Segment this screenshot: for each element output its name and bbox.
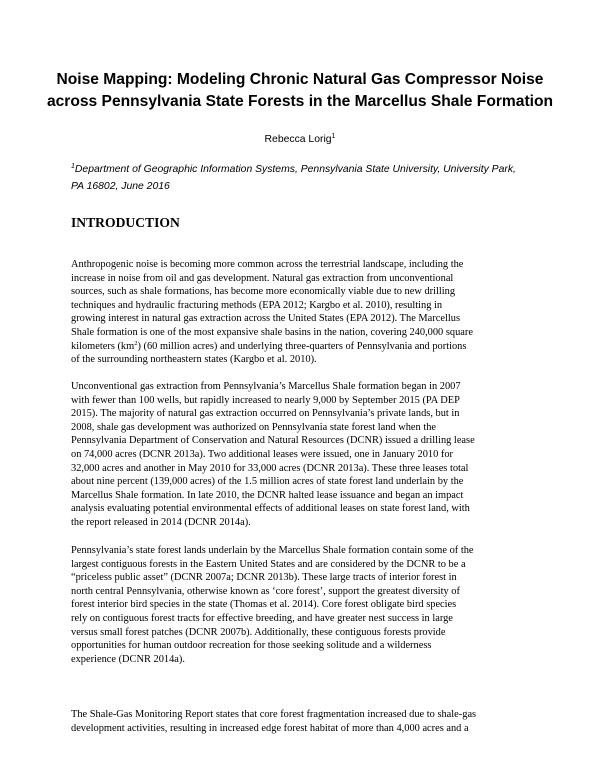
text-line: growing interest in natural gas extraction across the United States (EPA 2012). The Marcellus [71,313,460,325]
paragraph [71,380,541,530]
text-line: largest contiguous forests in the Eastern United States and are considered by the DCNR to be a [71,558,466,570]
text-line: on 74,000 acres (DCNR 2013a). Two additional leases were issued, one in January 2010 for [71,448,454,460]
text-fragment: ) (60 million acres) and underlying three-quarters of Pennsylvania and portions [137,340,467,352]
text-line: about nine percent (139,000 acres) of the 1.5 million acres of state forest land underlain by the [71,476,464,488]
text-line: increase in noise from oil and gas development. Natural gas extraction from unconventional [71,272,454,284]
text-line: experience (DCNR 2014a). [71,653,185,665]
affiliation-text: Department of Geographic Information Systems, Pennsylvania State University, University Park, [74,164,516,175]
text-line: with fewer than 100 wells, but rapidly increased to nearly 9,000 by September 2015 (PA DEP [71,394,460,406]
text-line: forest interior bird species in the state (Thomas et al. 2014). Core forest obligate bird species [71,599,457,611]
text-line: analysis evaluating potential environmental effects of additional leases on state forest land, with [71,503,470,515]
text-line: Pennsylvania Department of Conservation and Natural Resources (DCNR) issued a drilling lease [71,435,475,447]
text-line: of the surrounding northeastern states (Kargbo et al. 2010). [71,354,317,366]
text-line: Shale formation is one of the most expansive shale basins in the nation, covering 240,000 square [71,326,473,338]
text-line: The Shale-Gas Monitoring Report states that core forest fragmentation increased due to shale-gas [71,709,477,720]
text-line: techniques and hydraulic fracturing methods (EPA 2012; Kargbo et al. 2010), resulting in [71,299,443,311]
paper-title [40,69,560,113]
affiliation [71,158,541,195]
text-line: 2015). The majority of natural gas extraction occurred on Pennsylvania’s private lands, but in [71,408,460,420]
paragraph [71,708,541,735]
text-fragment: kilometers (km [71,340,135,352]
author-name: Rebecca Lorig [264,134,332,145]
text-line: sources, such as shale formations, has become more economically viable due to new drilling [71,286,456,298]
text-line: Pennsylvania’s state forest lands underlain by the Marcellus Shale formation contain some of the [71,545,474,556]
superscript: 2 [134,339,138,347]
text-line: the report released in 2014 (DCNR 2014a). [71,516,251,528]
text-line: versus small forest patches (DCNR 2007b). Additionally, these contiguous forests provide [71,626,446,638]
text-line: north central Pennsylvania, otherwise known as ‘core forest’, support the greatest diversity of [71,585,460,597]
affiliation-marker: 1 [71,163,75,170]
author-line [0,133,600,145]
text-line: Anthropogenic noise is becoming more common across the terrestrial landscape, including the [71,259,464,270]
title-line: across Pennsylvania State Forests in the Marcellus Shale Formation [46,93,554,110]
text-line: Marcellus Shale formation. In late 2010, the DCNR halted lease issuance and began an impact [71,489,464,501]
text-line: development activities, resulting in increased edge forest habitat of more than 4,000 acres and a [71,722,469,734]
section-heading: INTRODUCTION [71,215,180,230]
text-line [71,340,541,354]
author-affiliation-marker: 1 [331,133,336,140]
text-line: 2008, shale gas development was authorized on Pennsylvania state forest land when the [71,421,437,433]
affiliation-line: PA 16802, June 2016 [71,181,170,192]
paragraph [71,544,541,666]
text-line: Unconventional gas extraction from Pennsylvania’s Marcellus Shale formation began in 2007 [71,381,461,392]
text-line: 32,000 acres and another in May 2010 for 33,000 acres (DCNR 2013a). These three leases total [71,462,469,474]
affiliation-line [71,158,541,178]
text-line: “priceless public asset” (DCNR 2007a; DCNR 2013b). These large tracts of interior forest in [71,572,457,584]
text-line: rely on contiguous forest tracts for effective breeding, and have greater nest success in large [71,612,453,624]
paragraph [71,258,541,367]
text-line: opportunities for human outdoor recreation for those seeking solitude and a wilderness [71,640,432,652]
title-line: Noise Mapping: Modeling Chronic Natural Gas Compressor Noise [56,71,544,88]
